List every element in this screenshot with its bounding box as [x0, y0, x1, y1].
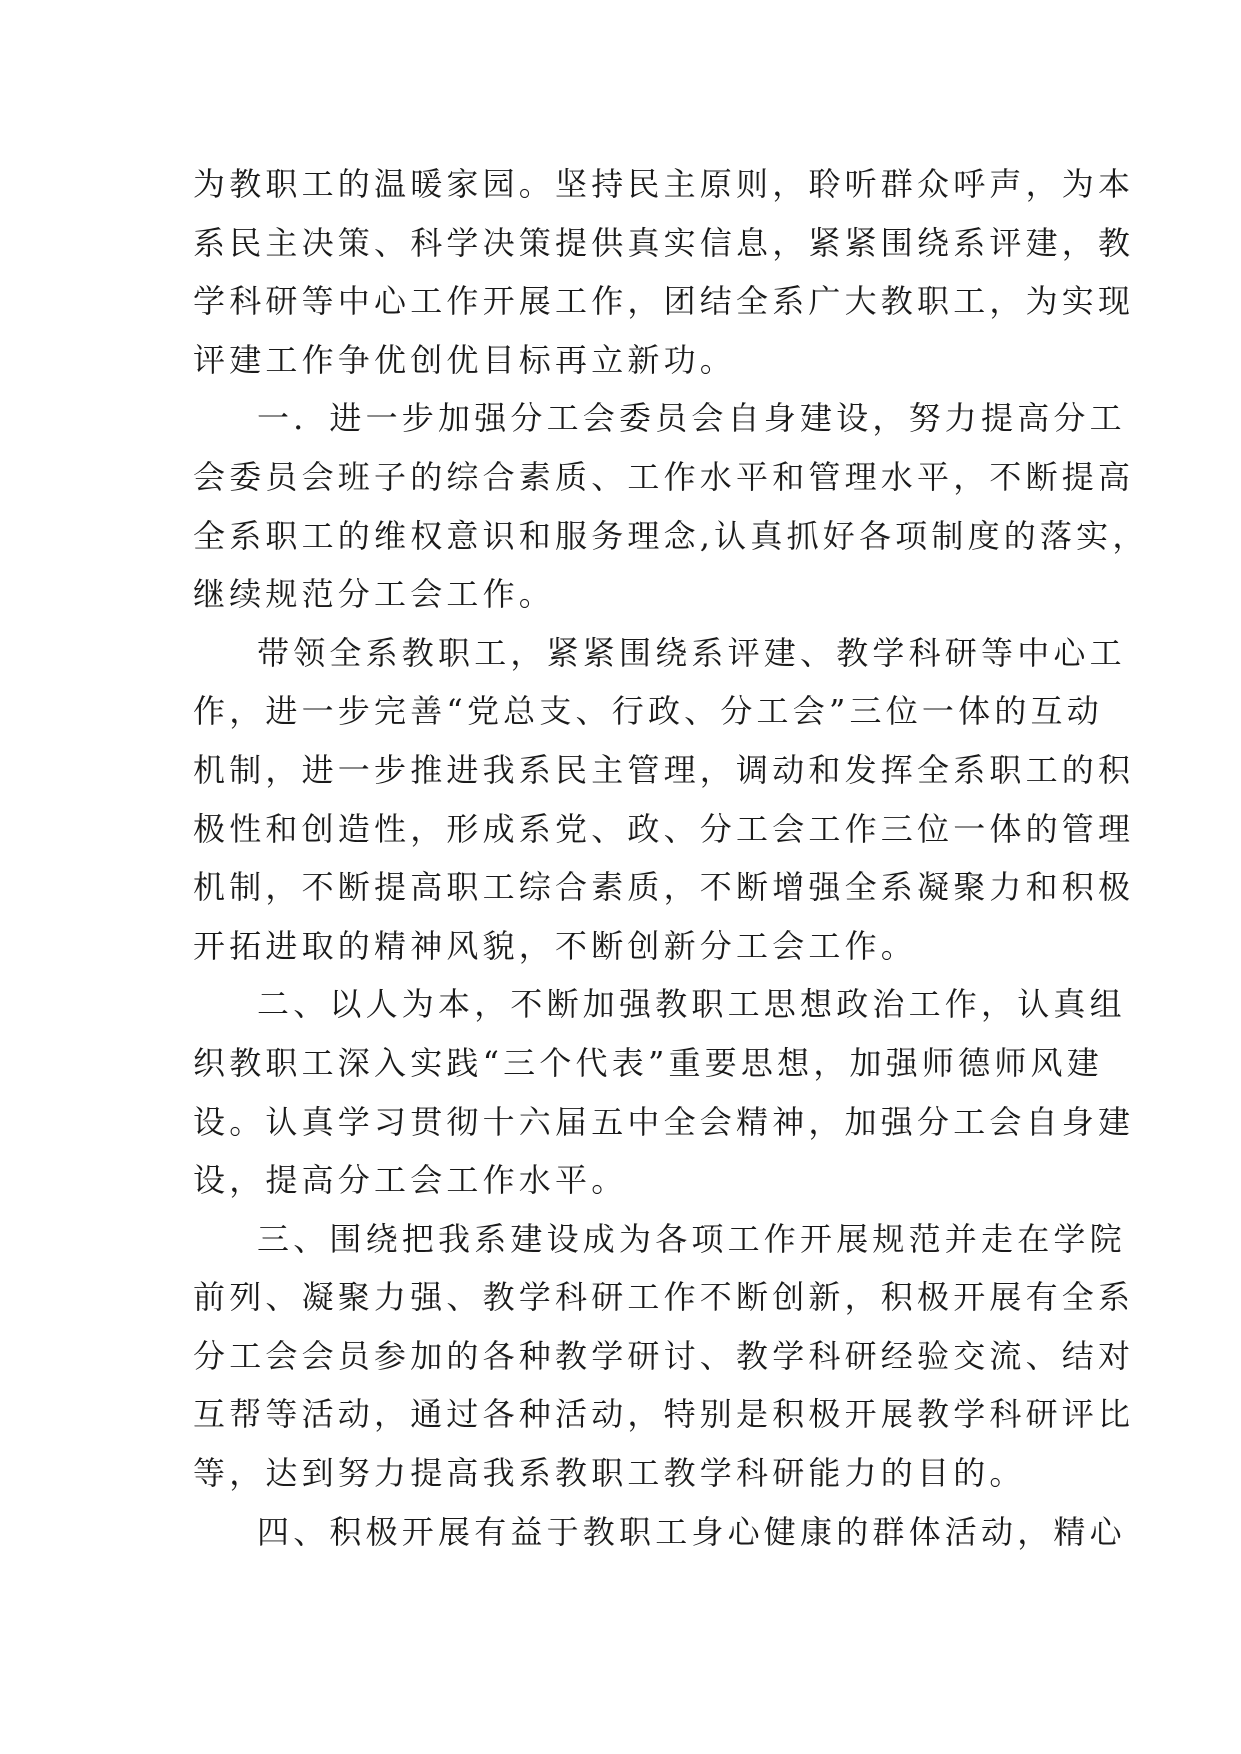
text-line: 全系职工的维权意识和服务理念,认真抓好各项制度的落实， [193, 516, 1149, 555]
text-line: 学科研等中心工作开展工作，团结全系广大教职工，为实现 [193, 282, 1135, 321]
paragraph-1-start: 一．进一步加强分工会委员会自身建设，努力提高分工 [257, 399, 1126, 438]
text-line: 继续规范分工会工作。 [193, 575, 556, 614]
text-line: 设。认真学习贯彻十六届五中全会精神，加强分工会自身建 [193, 1102, 1135, 1141]
paragraph-2-start: 带领全系教职工，紧紧围绕系评建、教学科研等中心工 [257, 633, 1126, 672]
text-line: 评建工作争优创优目标再立新功。 [193, 340, 737, 379]
text-line: 作，进一步完善“党总支、行政、分工会”三位一体的互动 [193, 692, 1103, 731]
paragraph-5-start: 四、积极开展有益于教职工身心健康的群体活动，精心 [257, 1512, 1126, 1551]
text-line: 极性和创造性，形成系党、政、分工会工作三位一体的管理 [193, 809, 1135, 848]
text-line: 等，达到努力提高我系教职工教学科研能力的目的。 [193, 1454, 1026, 1493]
text-line: 互帮等活动，通过各种活动，特别是积极开展教学科研评比 [193, 1395, 1135, 1434]
text-line: 分工会会员参加的各种教学研讨、教学科研经验交流、结对 [193, 1336, 1135, 1375]
text-line: 会委员会班子的综合素质、工作水平和管理水平，不断提高 [193, 457, 1135, 496]
text-line: 机制，不断提高职工综合素质，不断增强全系凝聚力和积极 [193, 868, 1135, 907]
text-line: 前列、凝聚力强、教学科研工作不断创新，积极开展有全系 [193, 1278, 1135, 1317]
body-text [193, 155, 1149, 1561]
text-line: 系民主决策、科学决策提供真实信息，紧紧围绕系评建，教 [193, 223, 1135, 262]
text-line: 设，提高分工会工作水平。 [193, 1161, 628, 1200]
text-line: 为教职工的温暖家园。坚持民主原则，聆听群众呼声，为本 [193, 165, 1135, 203]
paragraph-4-start: 三、围绕把我系建设成为各项工作开展规范并走在学院 [257, 1219, 1126, 1258]
text-line: 机制，进一步推进我系民主管理，调动和发挥全系职工的积 [193, 750, 1135, 789]
text-line: 织教职工深入实践“三个代表”重要思想，加强师德师风建 [193, 1043, 1103, 1082]
text-line: 开拓进取的精神风貌，不断创新分工会工作。 [193, 926, 918, 965]
paragraph-3-start: 二、以人为本，不断加强教职工思想政治工作，认真组 [257, 985, 1126, 1024]
